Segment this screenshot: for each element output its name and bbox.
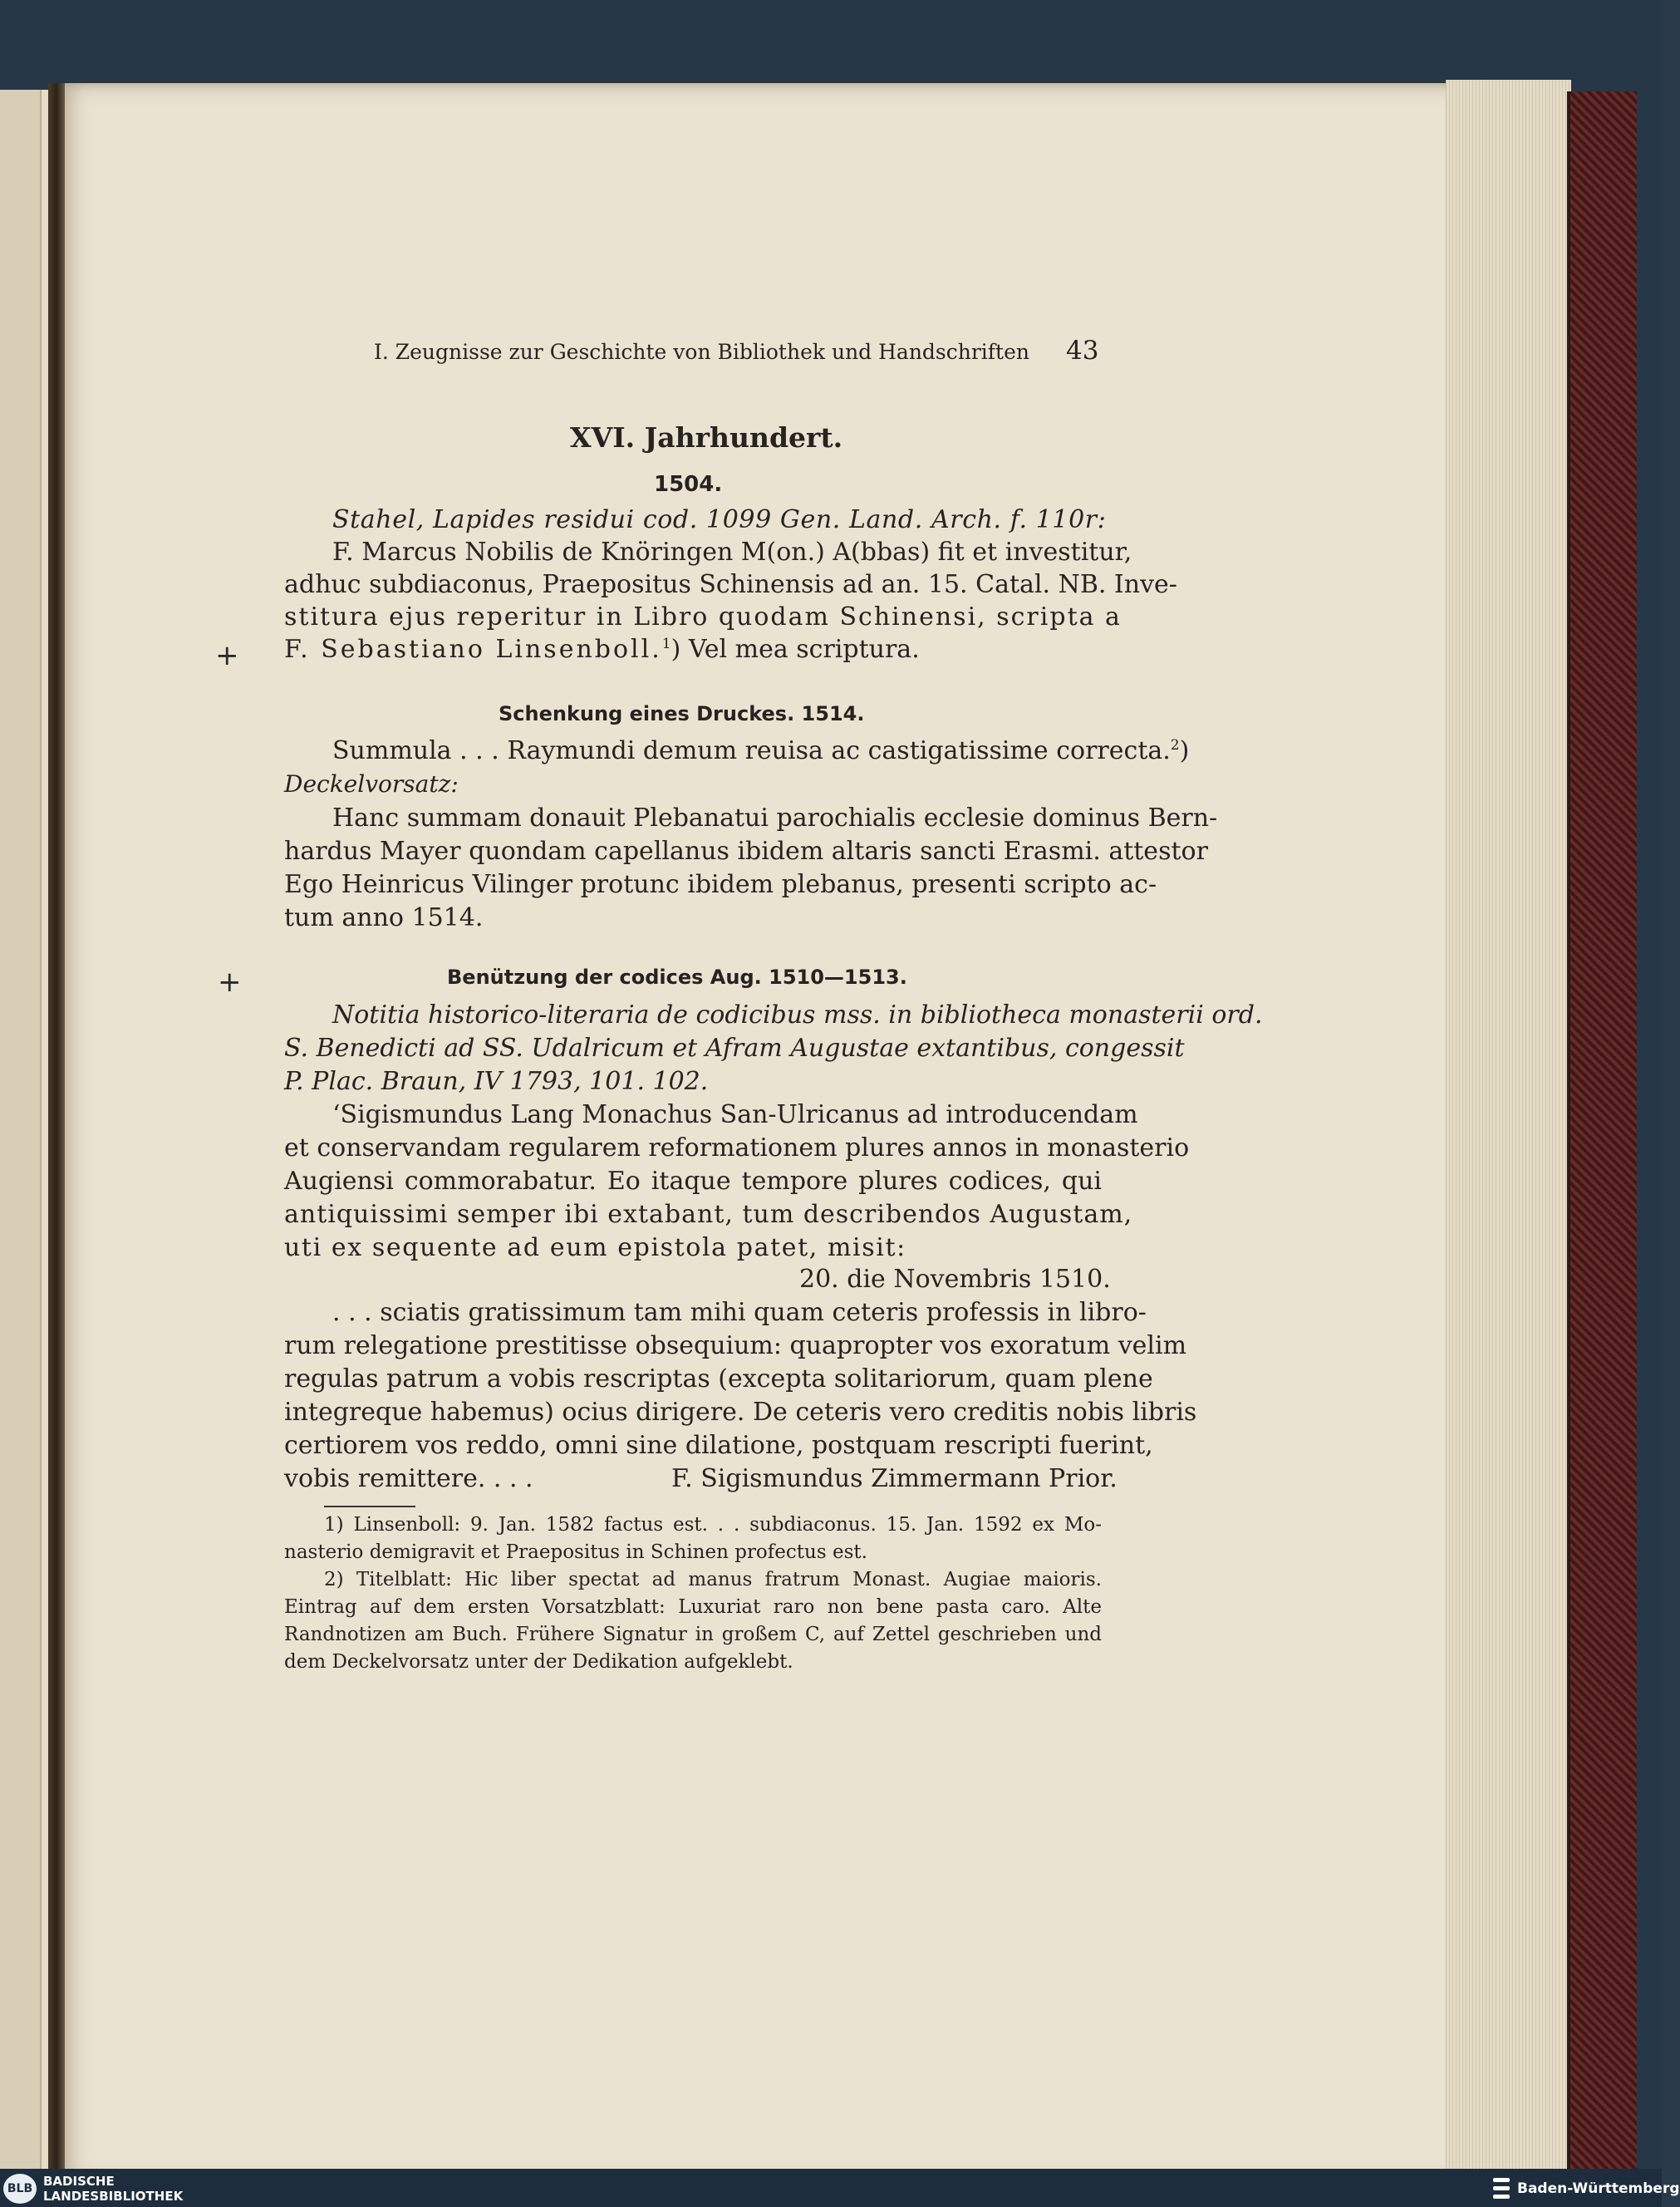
text-line: integreque habemus) ocius dirigere. De ceteris vero creditis nobis libris: [284, 1398, 1197, 1427]
running-head-title: I. Zeugnisse zur Geschichte von Bibliothek und Handschriften: [374, 340, 1030, 364]
text-line: regulas patrum a vobis rescriptas (excepta solitariorum, quam plene: [284, 1364, 1153, 1394]
text-line: adhuc subdiaconus, Praepositus Schinensis ad an. 15. Catal. NB. Inve-: [284, 570, 1177, 599]
blb-logo: BLB: [3, 2174, 37, 2204]
text-line: Hanc summam donauit Plebanatui parochialis ecclesie dominus Bern-: [332, 804, 1218, 833]
text-line: certiorem vos reddo, omni sine dilatione, postquam rescripti fuerint,: [284, 1431, 1153, 1460]
margin-cross-mark: +: [215, 639, 239, 672]
viewer-footer: [0, 2169, 1662, 2207]
century-title: XVI. Jahrhundert.: [570, 421, 843, 454]
text-line: [332, 736, 1190, 765]
page-edges: [1446, 80, 1571, 2184]
footnote-line: 1) Linsenboll: 9. Jan. 1582 factus est. . . subdiaconus. 15. Jan. 1592 ex Mo-: [324, 1514, 1102, 1536]
text-span: ): [1179, 736, 1190, 765]
text-line: . . . sciatis gratissimum tam mihi quam ceteris professis in libro-: [332, 1298, 1147, 1327]
section-heading-1504: 1504.: [654, 472, 723, 497]
footnote-ref-2: 2: [1170, 737, 1180, 754]
library-name-line2: LANDESBIBLIOTHEK: [43, 2189, 184, 2204]
source-citation-1504: Stahel, Lapides residui cod. 1099 Gen. Land. Arch. f. 110r:: [332, 505, 1107, 534]
text-line-last: [284, 637, 920, 662]
text-line: Augiensi commorabatur. Eo itaque tempore plures codices, qui: [284, 1167, 1102, 1196]
source-citation-line: Notitia historico-literaria de codicibus mss. in bibliotheca monasterii ord.: [332, 1000, 1263, 1030]
facing-page-margin: [0, 90, 42, 2184]
section-heading-schenkung: Schenkung eines Druckes. 1514.: [499, 702, 865, 725]
text-line-last: tum anno 1514.: [284, 903, 484, 932]
footnote-line: 2) Titelblatt: Hic liber spectat ad manus fratrum Monast. Augiae maioris.: [324, 1569, 1102, 1590]
book-gutter: [48, 83, 65, 2184]
text-span: ) Vel mea scriptura.: [671, 635, 920, 664]
lions-coat-of-arms-icon: [1491, 2175, 1512, 2202]
state-label: Baden-Württemberg: [1517, 2180, 1680, 2197]
letter-date: 20. die Novembris 1510.: [799, 1265, 1111, 1294]
text-line: rum relegatione prestitisse obsequium: quapropter vos exoratum velim: [284, 1331, 1187, 1360]
text-line: et conservandam regularem reformationem plures annos in monasterio: [284, 1133, 1190, 1162]
text-line: F. Marcus Nobilis de Knöringen M(on.) A(bbas) fit et investitur,: [332, 538, 1132, 567]
text-line-last: vobis remittere. . . .: [284, 1464, 533, 1493]
margin-cross-mark: +: [218, 966, 242, 999]
text-line: stitura ejus reperitur in Libro quodam Schinensi, scripta a: [284, 602, 1122, 632]
footnote-rule: [324, 1506, 415, 1507]
deckelvorsatz-label: Deckelvorsatz:: [284, 770, 459, 798]
page-number: 43: [1066, 336, 1099, 366]
footnote-ref-1: 1: [661, 636, 671, 652]
letter-signature: F. Sigismundus Zimmermann Prior.: [671, 1464, 1118, 1493]
source-citation-line-last: P. Plac. Braun, IV 1793, 101. 102.: [284, 1067, 709, 1096]
library-name-line1: BADISCHE: [43, 2174, 115, 2189]
text-line-last: uti ex sequente ad eum epistola patet, misit:: [284, 1233, 906, 1262]
footnote-line: Randnotizen am Buch. Frühere Signatur in großem C, auf Zettel geschrieben und: [284, 1624, 1102, 1645]
footnote-line-last: dem Deckelvorsatz unter der Dedikation aufgeklebt.: [284, 1651, 793, 1673]
source-citation-line: S. Benedicti ad SS. Udalricum et Afram Augustae extantibus, congessit: [284, 1034, 1185, 1063]
text-span: Summula . . . Raymundi demum reuisa ac castigatissime correcta.: [332, 736, 1171, 765]
section-heading-benuetzung: Benützung der codices Aug. 1510—1513.: [447, 966, 907, 989]
footnote-line: Eintrag auf dem ersten Vorsatzblatt: Luxuriat raro non bene pasta caro. Alte: [284, 1596, 1102, 1618]
text-span: F. Sebastiano Linsenboll.: [284, 635, 662, 664]
text-line: Ego Heinricus Vilinger protunc ibidem plebanus, presenti scripto ac-: [284, 870, 1157, 899]
text-line: ‘Sigismundus Lang Monachus San-Ulricanus ad introducendam: [332, 1100, 1138, 1129]
footnote-line-last: nasterio demigravit et Praepositus in Schinen profectus est.: [284, 1541, 867, 1563]
text-line: hardus Mayer quondam capellanus ibidem altaris sancti Erasmi. attestor: [284, 837, 1208, 866]
book-cover: [1567, 91, 1637, 2177]
text-line: antiquissimi semper ibi extabant, tum describendos Augustam,: [284, 1200, 1133, 1229]
